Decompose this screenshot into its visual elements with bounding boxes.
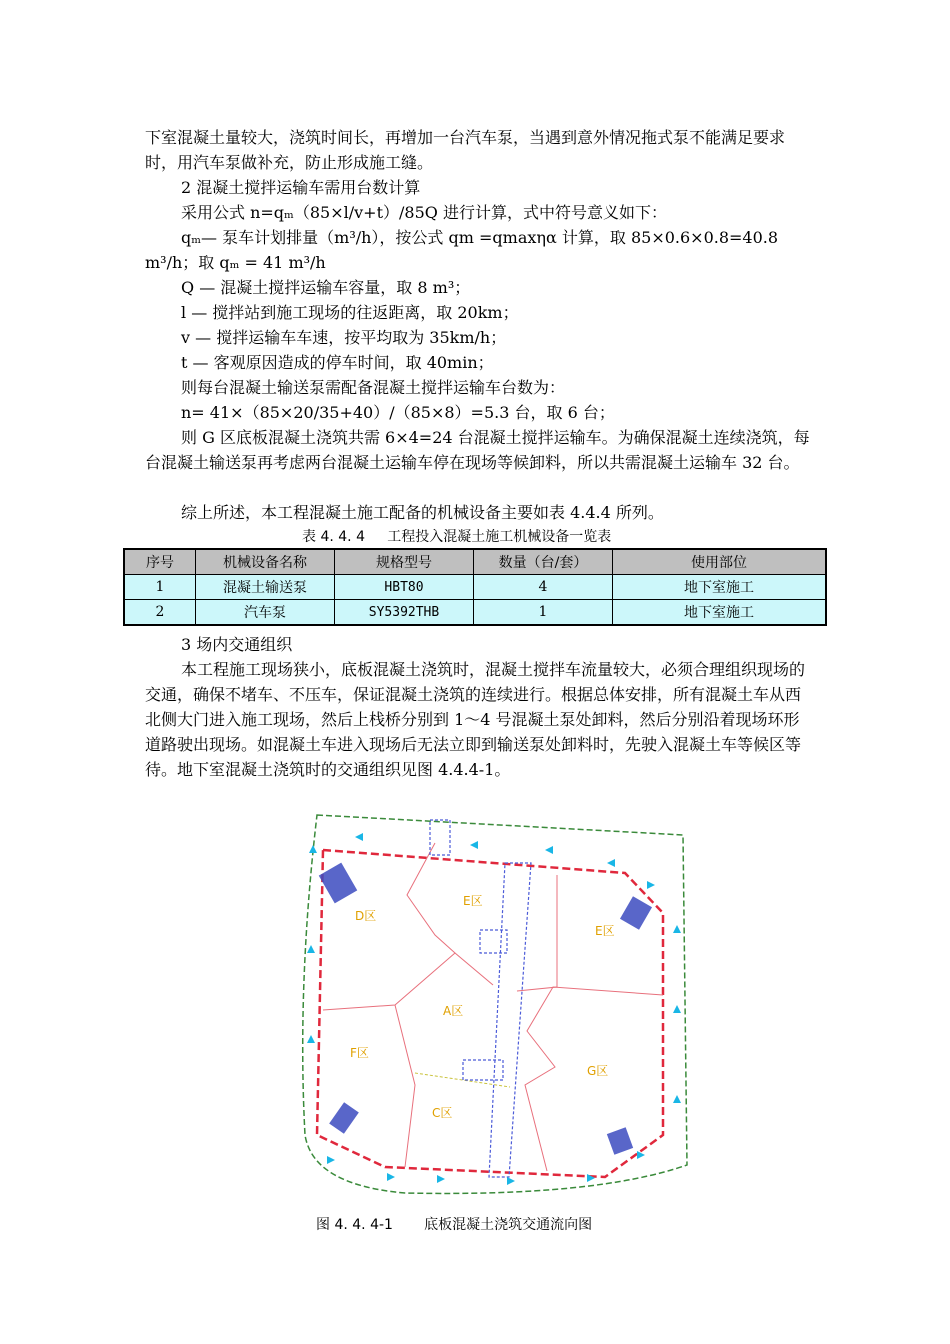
- cell-name: 混凝土输送泵: [196, 575, 335, 600]
- zone-labels: [350, 894, 615, 1120]
- section-heading-traffic: 3 场内交通组织: [181, 635, 293, 654]
- definition-v: v — 搅拌运输车车速，按平均取为 35km/h；: [181, 328, 507, 347]
- zone-label: A区: [443, 1004, 464, 1018]
- figure-caption: [316, 1214, 592, 1234]
- header-name: 机械设备名称: [196, 549, 335, 575]
- zone-label: D区: [355, 909, 377, 923]
- figure-caption-number: 图 4. 4. 4-1: [316, 1217, 393, 1233]
- header-model: 规格型号: [335, 549, 474, 575]
- cell-model: SY5392THB: [335, 600, 474, 626]
- cell-seq: 2: [124, 600, 196, 626]
- header-quantity: 数量（台/套）: [474, 549, 613, 575]
- section-heading-truck-calc: 2 混凝土搅拌运输车需用台数计算: [181, 178, 421, 197]
- trestle-bridge: [430, 820, 531, 1177]
- table-header-row: [124, 549, 826, 575]
- table-caption-text: 工程投入混凝土施工机械设备一览表: [387, 529, 612, 545]
- equipment-table: [123, 548, 827, 626]
- zone-label: G区: [587, 1064, 609, 1078]
- figure-caption-text: 底板混凝土浇筑交通流向图: [424, 1217, 593, 1233]
- table-caption: [302, 526, 611, 546]
- cell-name: 汽车泵: [196, 600, 335, 626]
- table-reference: 综上所述，本工程混凝土施工配备的机械设备主要如表 4.4.4 所列。: [181, 503, 664, 522]
- definition-qm: qₘ— 泵车计划排量（m³/h），按公式 qm =qmaxηα 计算，取 85×0.6×0.8=40.8 m³/h；取 qₘ = 41 m³/h: [145, 228, 779, 272]
- cell-seq: 1: [124, 575, 196, 600]
- table-caption-number: 表 4. 4. 4: [302, 529, 365, 545]
- cell-model: HBT80: [335, 575, 474, 600]
- definition-q: Q — 混凝土搅拌运输车容量，取 8 m³；: [181, 278, 471, 297]
- site-road-boundary: [303, 815, 687, 1193]
- paragraph-truck-total: 则 G 区底板混凝土浇筑共需 6×4=24 台混凝土搅拌运输车。为确保混凝土连续浇筑，每台混凝土输送泵再考虑两台混凝土运输车停在现场等候卸料，所以共需混凝土运输车 32 台。: [145, 428, 810, 472]
- zone-divisions: [323, 843, 663, 1171]
- cell-location: 地下室施工: [613, 600, 827, 626]
- header-seq: 序号: [124, 549, 196, 575]
- table-row: [124, 600, 826, 626]
- pump-markers: [319, 863, 652, 1155]
- definition-t: t — 客观原因造成的停车时间，取 40min；: [181, 353, 494, 372]
- header-location: 使用部位: [613, 549, 827, 575]
- formula-intro: 采用公式 n=qₘ（85×l/v+t）/85Q 进行计算，式中符号意义如下：: [181, 203, 667, 222]
- cell-quantity: 4: [474, 575, 613, 600]
- zone-label: C区: [432, 1106, 453, 1120]
- zone-label: E区: [463, 894, 483, 908]
- foundation-boundary: [317, 850, 663, 1177]
- zone-label: F区: [350, 1046, 369, 1060]
- paragraph-pump-supplement: 下室混凝土量较大，浇筑时间长，再增加一台汽车泵，当遇到意外情况拖式泵不能满足要求时，用汽车泵做补充，防止形成施工缝。: [145, 128, 786, 172]
- cell-quantity: 1: [474, 600, 613, 626]
- result-formula: n= 41×（85×20/35+40）/（85×8）=5.3 台，取 6 台；: [181, 403, 615, 422]
- table-row: [124, 575, 826, 600]
- result-intro: 则每台混凝土输送泵需配备混凝土搅拌运输车台数为：: [181, 378, 566, 397]
- definition-l: l — 搅拌站到施工现场的往返距离，取 20km；: [181, 303, 519, 322]
- traffic-flow-diagram: [295, 805, 695, 1195]
- cell-location: 地下室施工: [613, 575, 827, 600]
- zone-label: E区: [595, 924, 615, 938]
- paragraph-traffic-organization: 本工程施工现场狭小，底板混凝土浇筑时，混凝土搅拌车流量较大，必须合理组织现场的交通，确保不堵车、不压车，保证混凝土浇筑的连续进行。根据总体安排，所有混凝土车从西北侧大门进入施工现场，然后上栈桥分别到 1～4 号混凝土泵处卸料，然后分别沿着现场环形道路驶出现场。如混凝土车进入现场后无法立即到输送泵处卸料时，先驶入混凝土车等候区等待。地下室混凝土浇筑时的交通组织见图 4.4.4-1。: [145, 660, 806, 779]
